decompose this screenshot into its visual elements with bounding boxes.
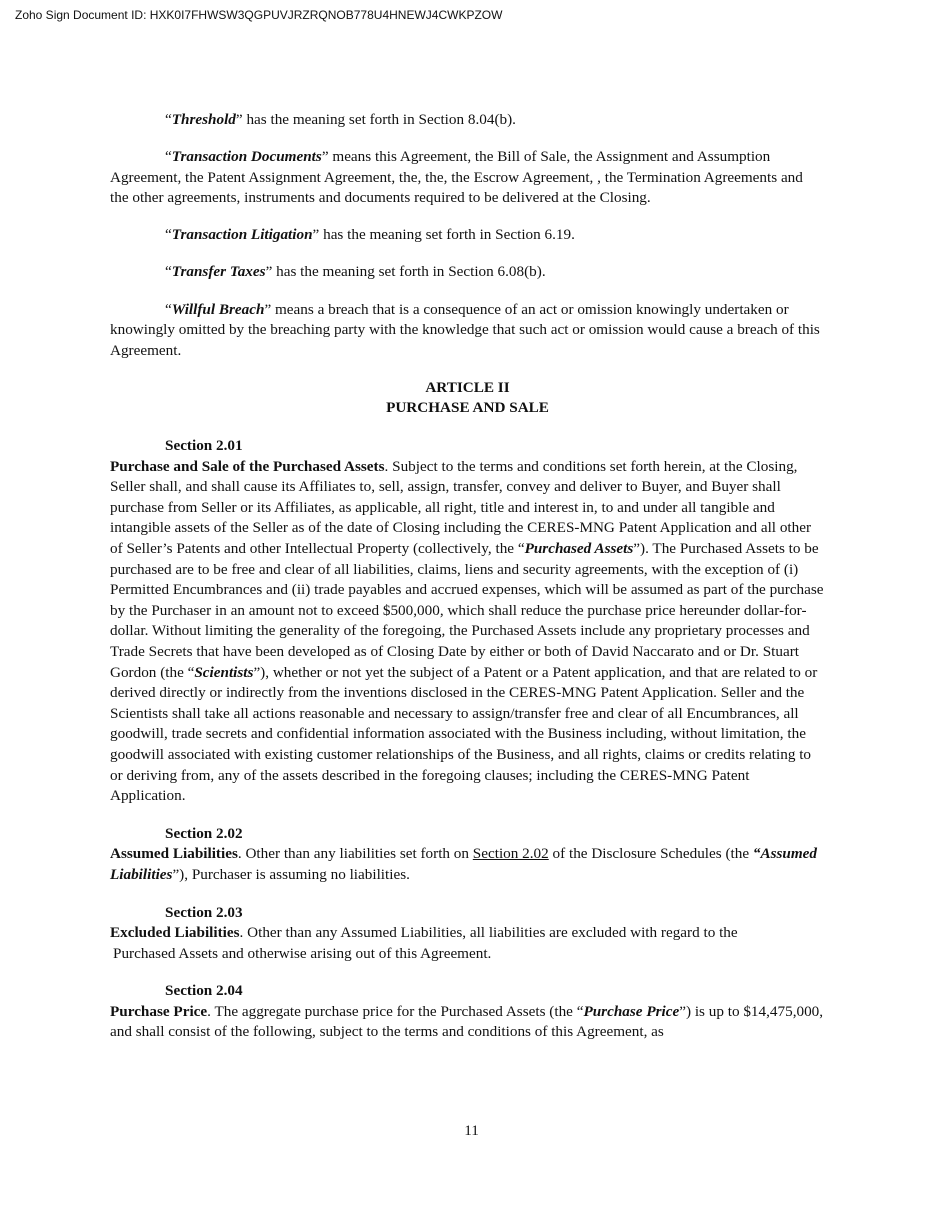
section-text: ”), Purchaser is assuming no liabilities.	[172, 865, 410, 883]
section-2-02-body	[110, 844, 825, 885]
definition-text: means this Agreement, the Bill of Sale, the Assignment and Assumption Agreement, the Patent Assignment Agreement, the, the, the Escrow Agreement, , the Termination Agreements and the other agreements, instruments and documents required to be delivered at the Closing.	[110, 148, 803, 207]
section-text: ”), whether or not yet the subject of a Patent or a Patent application, and that are related to or derived directly or indirectly from the inventions disclosed in the CERES-MNG Patent Application. Seller and the Scientists shall take all actions reasonable and necessary to assign/transfer free and clear of all Encumbrances, all goodwill, trade secrets and confidential information associated with the Business including, without limitation, the goodwill associated with existing customer relationships of the Business, and all rights, claims or credits relating to or deriving from, any of the assets described in the foregoing clauses; including the CERES-MNG Patent Application.	[110, 663, 818, 805]
section-2-01-heading: Section 2.01	[165, 437, 243, 455]
definition-text: means a breach that is a consequence of an act or omission knowingly undertaken or knowingly omitted by the breaching party with the knowledge that such act or omission would cause a breach of this Agreement.	[110, 300, 820, 359]
article-heading	[110, 378, 825, 419]
definition-transaction-litigation	[110, 225, 825, 246]
section-2-02-heading: Section 2.02	[165, 824, 243, 842]
defined-term-scientists: Scientists	[194, 663, 254, 681]
definition-text: has the meaning set forth in Section 8.04(b).	[242, 111, 516, 128]
section-2-04-heading: Section 2.04	[165, 982, 243, 1000]
open-quote: “	[165, 300, 172, 318]
section-text: ”). The Purchased Assets to be purchased are to be free and clear of all liabilities, claims, liens and security agreements, with the exception of (i) Permitted Encumbrances and (ii) trade payables and accrued expenses, which will be assumed as part of the purchase by the Purchaser in an amount not to exceed $500,000, which shall reduce the purchase price hereunder dollar-for-dollar. Without limiting the generality of the foregoing, the Purchased Assets include any proprietary processes and Trade Secrets that have been developed as of Closing Date by either or both of David Naccarato and or Dr. Stuart Gordon (the “	[110, 540, 824, 681]
open-quote: “	[165, 226, 172, 244]
section-caption: Excluded Liabilities	[110, 924, 240, 942]
close-quote: ”	[264, 300, 272, 318]
section-reference-link[interactable]: Section 2.02	[472, 845, 549, 863]
document-id-header: Zoho Sign Document ID: HXK0I7FHWSW3QGPUVJRZRQNOB778U4HNEWJ4CWKPZOW	[15, 8, 503, 22]
defined-term: Transaction Documents	[171, 148, 322, 166]
close-quote: ”	[321, 148, 329, 166]
section-line	[110, 923, 825, 944]
article-number: ARTICLE II	[425, 378, 510, 396]
open-quote: “	[165, 148, 172, 166]
section-text: . Other than any Assumed Liabilities, all liabilities are excluded with regard to the	[239, 924, 738, 942]
section-text: ”) is up to $14,475,000, and shall consist of the following, subject to the terms and conditions of this Agreement, as	[110, 1002, 824, 1041]
close-quote: ”	[235, 111, 243, 128]
article-title: PURCHASE AND SALE	[386, 399, 549, 417]
defined-term-purchased-assets: Purchased Assets	[524, 540, 634, 557]
definition-text: has the meaning set forth in Section 6.19.	[319, 226, 575, 244]
defined-term: Transfer Taxes	[171, 263, 266, 281]
section-text: . Other than any liabilities set forth on	[237, 845, 473, 863]
page-number: 11	[464, 1122, 479, 1139]
section-caption: Assumed Liabilities	[110, 845, 238, 863]
close-quote: ”	[312, 226, 320, 244]
section-text: . The aggregate purchase price for the Purchased Assets (the “	[207, 1002, 584, 1020]
definition-willful-breach	[110, 300, 825, 362]
definition-threshold	[110, 110, 825, 131]
open-quote: “	[165, 111, 172, 128]
definition-transaction-documents	[110, 147, 825, 209]
definition-transfer-taxes	[110, 262, 825, 283]
defined-term-assumed-liabilities: “Assumed Liabilities	[110, 845, 818, 883]
section-2-03-body	[110, 923, 825, 964]
section-2-04-body	[110, 1002, 825, 1043]
definition-text: has the meaning set forth in Section 6.08(b).	[272, 263, 546, 281]
defined-term: Willful Breach	[171, 300, 265, 318]
page-body	[110, 110, 825, 1060]
section-text: . Subject to the terms and conditions set forth herein, at the Closing, Seller shall, and shall cause its Affiliates to, sell, assign, transfer, convey and deliver to Buyer, and Buyer shall purchase from Seller or its Affiliates, as applicable, all right, title and interest in, to and under all tangible and intangible assets of the Seller as of the date of Closing including the CERES-MNG Patent Application and all other of Seller’s Patents and other Intellectual Property (collectively, the “	[110, 457, 812, 557]
section-caption: Purchase Price	[110, 1002, 208, 1020]
section-text: of the Disclosure Schedules (the	[548, 845, 753, 863]
section-caption: Purchase and Sale of the Purchased Assets	[110, 457, 385, 475]
defined-term: Threshold	[171, 111, 236, 128]
defined-term: Transaction Litigation	[171, 226, 313, 244]
defined-term-purchase-price: Purchase Price	[583, 1002, 680, 1020]
close-quote: ”	[265, 263, 273, 281]
section-2-03-heading: Section 2.03	[165, 903, 243, 921]
open-quote: “	[165, 263, 172, 281]
section-2-01-body	[110, 457, 825, 807]
section-line: Purchased Assets and otherwise arising out of this Agreement.	[113, 944, 492, 962]
